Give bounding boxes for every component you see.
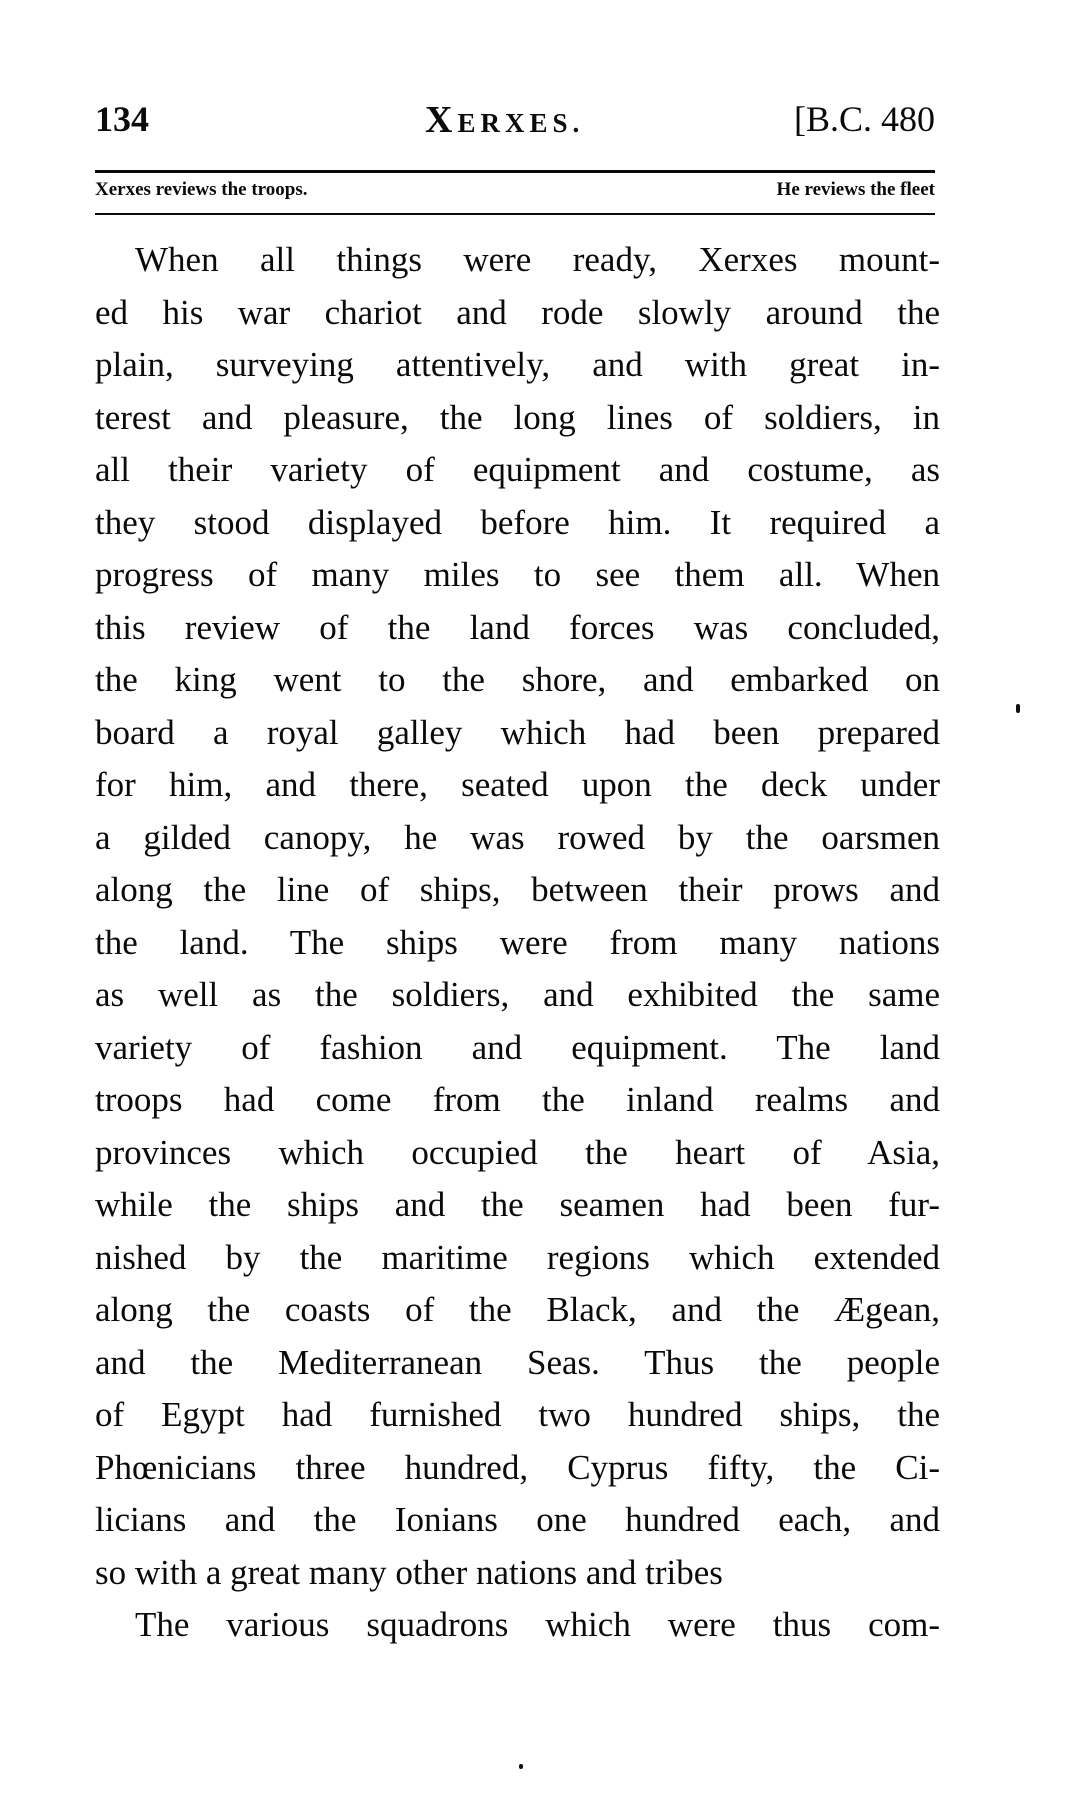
text-line: so with a great many other nations and tribes <box>95 1552 723 1592</box>
text-line: for him, and there, seated upon the deck under <box>95 765 940 804</box>
text-line: all their variety of equipment and costume, as <box>95 450 940 489</box>
text-line: the land. The ships were from many nations <box>95 922 940 962</box>
text-line: board a royal galley which had been prepared <box>95 712 940 752</box>
print-speck <box>1016 704 1020 713</box>
text-line: licians and the Ionians one hundred each, and <box>95 1500 940 1539</box>
text-line: the king went to the shore, and embarked on <box>95 660 940 699</box>
chapter-title <box>425 98 584 142</box>
text-line: they stood displayed before him. It required a <box>95 502 940 542</box>
header-date: [B.C. 480 <box>793 99 935 139</box>
text-line: nished by the maritime regions which extended <box>95 1237 940 1277</box>
text-line: The various squadrons which were thus com- <box>135 1605 940 1644</box>
text-line: progress of many miles to see them all. When <box>95 555 940 594</box>
text-line: ed his war chariot and rode slowly around the <box>95 292 940 332</box>
body-text <box>95 234 940 1652</box>
text-line: along the coasts of the Black, and the Ægean, <box>95 1290 940 1329</box>
text-line: terest and pleasure, the long lines of soldiers, in <box>95 397 940 437</box>
text-line: while the ships and the seamen had been fur- <box>95 1185 940 1224</box>
text-line: When all things were ready, Xerxes mount- <box>135 240 940 279</box>
chapter-title-rest: ERXES. <box>457 108 585 138</box>
text-line: provinces which occupied the heart of Asia, <box>95 1132 940 1172</box>
text-line: of Egypt had furnished two hundred ships, the <box>95 1395 940 1434</box>
text-line: this review of the land forces was concluded, <box>95 607 940 647</box>
chapter-title-initial: X <box>425 99 458 141</box>
running-head-right: He reviews the fleet <box>776 179 935 200</box>
running-head-left: Xerxes reviews the troops. <box>95 179 308 200</box>
text-line: variety of fashion and equipment. The land <box>95 1027 940 1067</box>
text-line: as well as the soldiers, and exhibited the same <box>95 975 940 1014</box>
text-line: troops had come from the inland realms and <box>95 1080 940 1119</box>
header-rule-top <box>95 170 935 173</box>
text-line: and the Mediterranean Seas. Thus the people <box>95 1342 940 1382</box>
text-line: Phœnicians three hundred, Cyprus fifty, the Ci- <box>95 1447 940 1487</box>
header-rule-bottom <box>95 213 935 215</box>
running-heads <box>95 179 935 209</box>
page-header <box>95 98 935 148</box>
print-speck <box>519 1764 523 1769</box>
text-line: plain, surveying attentively, and with great in- <box>95 345 940 384</box>
text-line: a gilded canopy, he was rowed by the oarsmen <box>95 817 940 857</box>
page-number: 134 <box>95 99 149 139</box>
text-line: along the line of ships, between their prows and <box>95 870 940 909</box>
